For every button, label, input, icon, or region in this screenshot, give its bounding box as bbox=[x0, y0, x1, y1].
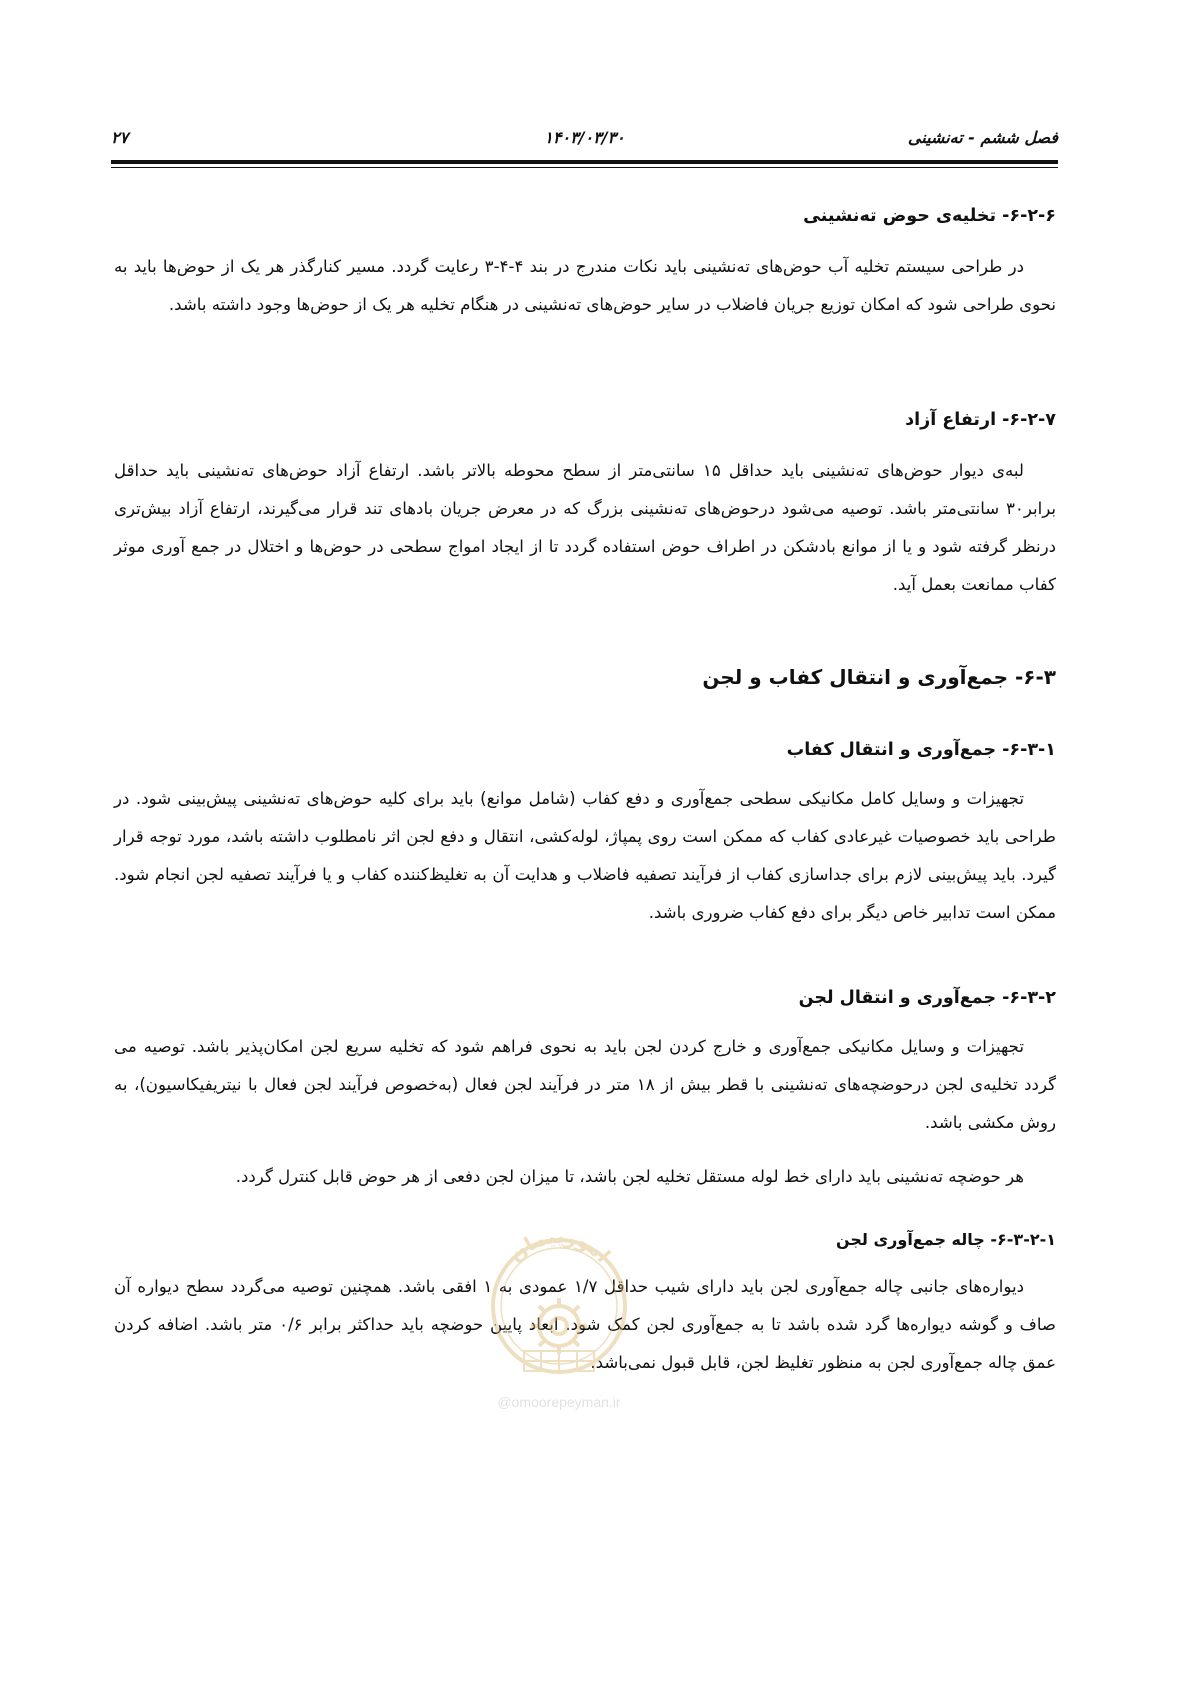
section-paragraph-6-3-2: تجهیزات و وسایل مکانیکی جمع‌آوری و خارج کردن لجن باید به نحوی فراهم شود که تخلیه سریع لجن امکان‌پذیر باشد. توصیه می گردد تخلیه‌ی لجن درحوضچه‌های ته‌نشینی با قطر بیش از ۱۸ متر در فرآیند لجن فعال (به‌خصوص فرآیند لجن فعال با نیتریفیکاسیون)، به روش مکشی باشد. bbox=[114, 1037, 1057, 1132]
section-paragraph-6-2-6: در طراحی سیستم تخلیه آب حوض‌های ته‌نشینی باید نکات مندرج در بند ۴-۴-۳ رعایت گردد. مسیر کنارگذر هر یک از حوض‌ها باید به نحوی طراحی شود که امکان توزیع جریان فاضلاب در سایر حوض‌های ته‌نشینی در هنگام تخلیه هر یک از حوض‌ها وجود داشته باشد. bbox=[114, 257, 1056, 314]
svg-text:امورپیمان bbox=[503, 1224, 615, 1267]
section-heading-6-3-2-1: ۶-۳-۲-۱- چاله جمع‌آوری لجن bbox=[835, 1230, 1056, 1249]
header-rule-thick bbox=[111, 160, 1058, 164]
page-number: ۲۷ bbox=[111, 128, 129, 147]
section-paragraph-6-3-2-b: هر حوضچه ته‌نشینی باید دارای خط لوله مستقل تخلیه لجن باشد، تا میزان لجن دفعی از هر حوض قابل کنترل گردد. bbox=[235, 1167, 1024, 1186]
chapter-title: فصل ششم - ته‌نشینی bbox=[907, 128, 1058, 147]
section-paragraph-6-3-2-1: دیواره‌های جانبی چاله جمع‌آوری لجن باید دارای شیب حداقل ۱/۷ عمودی به ۱ افقی باشد. همچنین توصیه می‌گردد سطح دیواره آن صاف و گوشه دیواره‌ها گرد شده باشد تا به جمع‌آوری لجن کمک شود. ابعاد پایین حوضچه باید حداکثر برابر ۰/۶ متر باشد. اضافه کردن عمق چاله جمع‌آوری لجن به منظور تغلیظ لجن، قابل قبول نمی‌باشد. bbox=[114, 1277, 1057, 1372]
section-heading-6-3-1: ۶-۳-۱- جمع‌آوری و انتقال کفاب bbox=[786, 740, 1056, 760]
header-rule-thin bbox=[111, 167, 1058, 168]
section-heading-6-3-2: ۶-۳-۲- جمع‌آوری و انتقال لجن bbox=[798, 988, 1056, 1008]
section-heading-6-2-6: ۶-۲-۶- تخلیه‌ی حوض ته‌نشینی bbox=[803, 206, 1056, 226]
watermark-emblem-icon bbox=[484, 1216, 634, 1394]
section-heading-6-3: ۶-۳- جمع‌آوری و انتقال کفاب و لجن bbox=[702, 665, 1056, 689]
header-date: ۱۴۰۳/۰۳/۳۰ bbox=[544, 128, 625, 147]
page-header bbox=[111, 128, 1058, 154]
section-paragraph-6-3-1: تجهیزات و وسایل کامل مکانیکی سطحی جمع‌آوری و دفع کفاب (شامل موانع) باید برای کلیه حوض‌های ته‌نشینی پیش‌بینی شود. در طراحی باید خصوصیات غیرعادی کفاب که ممکن است روی پمپاژ، لوله‌کشی، انتقال و دفع لجن اثر نامطلوب داشته باشد، مورد توجه قرار گیرد. باید پیش‌بینی لازم برای جداسازی کفاب از فرآیند تصفیه فاضلاب و هدایت آن به تغلیظ‌کننده کفاب و یا فرآیند تصفیه لجن انجام شود. ممکن است تدابیر خاص دیگر برای دفع کفاب ضروری باشد. bbox=[114, 789, 1056, 922]
watermark-logo bbox=[484, 1216, 634, 1426]
watermark-site-text: @omoorepeyman.ir bbox=[497, 1394, 621, 1410]
section-paragraph-6-2-7: لبه‌ی دیوار حوض‌های ته‌نشینی باید حداقل ۱۵ سانتی‌متر از سطح محوطه بالاتر باشد. ارتفاع آزاد حوض‌های ته‌نشینی باید حداقل برابر۳۰ سانتی‌متر باشد. توصیه می‌شود درحوض‌های ته‌نشینی بزرگ که در معرض جریان بادهای تند قرار می‌گیرند، ارتفاع آزاد بیش‌تری درنظر گرفته شود و یا از موانع بادشکن در اطراف حوض استفاده گردد تا از ایجاد امواج سطحی در حوض‌ها و اختلال در جمع آوری موثر کفاب ممانعت بعمل آید. bbox=[114, 461, 1056, 594]
section-heading-6-2-7: ۶-۲-۷- ارتفاع آزاد bbox=[905, 410, 1056, 430]
watermark-logo-text: امورپیمان bbox=[503, 1223, 616, 1267]
